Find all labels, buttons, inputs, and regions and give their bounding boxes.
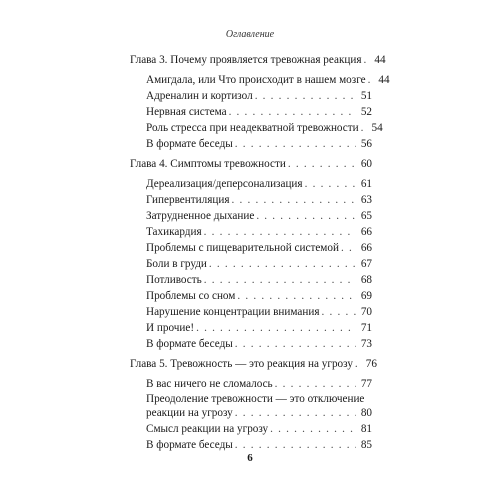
- chapter-title: Глава 4. Симптомы тревожности: [130, 158, 286, 170]
- page-number: 52: [360, 106, 372, 118]
- page-number: 85: [360, 439, 372, 451]
- dot-leader: [235, 137, 356, 151]
- section-title: В формате беседы: [146, 138, 233, 150]
- page-number: 81: [360, 423, 372, 435]
- dot-leader: [209, 257, 356, 271]
- section-title: Нервная система: [146, 106, 227, 118]
- page-number: 56: [360, 138, 372, 150]
- toc-section[interactable]: [146, 225, 372, 239]
- section-title: Амигдала, или Что происходит в нашем мозге: [146, 74, 366, 86]
- section-title: Проблемы со сном: [146, 290, 236, 302]
- dot-leader: [275, 377, 356, 391]
- section-title: Роль стресса при неадекватной тревожности: [146, 122, 359, 134]
- page-number: 67: [360, 258, 372, 270]
- page-number: 61: [360, 178, 372, 190]
- section-title: И прочие!: [146, 322, 195, 334]
- section-title: Потливость: [146, 274, 202, 286]
- toc-section[interactable]: [146, 89, 372, 103]
- toc-section[interactable]: [146, 273, 372, 287]
- section-title-line1: Преодоление тревожности — это отключение: [146, 393, 365, 405]
- section-title: Нарушение концентрации внимания: [146, 306, 320, 318]
- dot-leader: [305, 177, 356, 191]
- toc-section[interactable]: [146, 289, 372, 303]
- section-title: Боли в груди: [146, 258, 207, 270]
- toc-section[interactable]: [146, 377, 372, 391]
- toc-section[interactable]: [146, 438, 372, 452]
- dot-leader: [321, 305, 356, 319]
- toc-section[interactable]: [146, 73, 390, 87]
- dot-leader: [341, 241, 356, 255]
- dot-leader: [235, 337, 356, 351]
- dot-leader: [364, 53, 370, 67]
- page-number: 66: [360, 242, 372, 254]
- page-number: 63: [360, 194, 372, 206]
- page-folio: 6: [247, 452, 253, 464]
- toc-section[interactable]: [146, 406, 372, 420]
- dot-leader: [355, 357, 361, 371]
- dot-leader: [229, 105, 356, 119]
- page-number: 69: [360, 290, 372, 302]
- page-number: 65: [360, 210, 372, 222]
- toc-section[interactable]: [146, 321, 372, 335]
- page-number: 76: [365, 358, 377, 370]
- page-number: 51: [360, 90, 372, 102]
- toc-section[interactable]: [146, 121, 383, 135]
- dot-leader: [288, 157, 356, 171]
- toc-chapter-3[interactable]: [130, 53, 386, 67]
- running-head: Оглавление: [225, 29, 275, 40]
- dot-leader: [256, 209, 356, 223]
- chapter-title: Глава 5. Тревожность — это реакция на угрозу: [130, 358, 353, 370]
- dot-leader: [270, 422, 356, 436]
- page-number: 80: [360, 407, 372, 419]
- section-title: Смысл реакции на угрозу: [146, 423, 269, 435]
- toc-chapter-4[interactable]: [130, 157, 372, 171]
- page-number: 70: [360, 306, 372, 318]
- section-title: В формате беседы: [146, 439, 233, 451]
- page-number: 71: [360, 322, 372, 334]
- dot-leader: [204, 225, 356, 239]
- toc-section[interactable]: [146, 137, 372, 151]
- page-number: 54: [371, 122, 383, 134]
- section-title: реакции на угрозу: [146, 407, 233, 419]
- dot-leader: [368, 73, 374, 87]
- dot-leader: [255, 89, 356, 103]
- section-title: Проблемы с пищеварительной системой: [146, 242, 339, 254]
- dot-leader: [237, 289, 356, 303]
- section-title: В вас ничего не сломалось: [146, 378, 273, 390]
- section-title: В формате беседы: [146, 338, 233, 350]
- page-number: 60: [360, 158, 372, 170]
- dot-leader: [204, 273, 356, 287]
- toc-section[interactable]: [146, 337, 372, 351]
- dot-leader: [231, 193, 356, 207]
- section-title: Затрудненное дыхание: [146, 210, 255, 222]
- toc-section[interactable]: [146, 193, 372, 207]
- page-number: 44: [378, 74, 390, 86]
- toc-section[interactable]: [146, 105, 372, 119]
- toc-section[interactable]: [146, 257, 372, 271]
- toc-section[interactable]: [146, 177, 372, 191]
- toc-section[interactable]: [146, 209, 372, 223]
- toc-section[interactable]: [146, 422, 372, 436]
- section-title: Адреналин и кортизол: [146, 90, 253, 102]
- section-title: Гипервентиляция: [146, 194, 230, 206]
- dot-leader: [235, 406, 356, 420]
- dot-leader: [196, 321, 356, 335]
- dot-leader: [361, 121, 367, 135]
- page-number: 77: [360, 378, 372, 390]
- toc-section[interactable]: [146, 305, 372, 319]
- page-number: 44: [374, 54, 386, 66]
- page-number: 73: [360, 338, 372, 350]
- section-title: Тахикардия: [146, 226, 202, 238]
- toc-chapter-5[interactable]: [130, 357, 377, 371]
- page-number: 66: [360, 226, 372, 238]
- section-title: Дереализация/деперсонализация: [146, 178, 303, 190]
- toc-section[interactable]: [146, 241, 372, 255]
- page-number: 68: [360, 274, 372, 286]
- chapter-title: Глава 3. Почему проявляется тревожная реакция: [130, 54, 362, 66]
- dot-leader: [235, 438, 356, 452]
